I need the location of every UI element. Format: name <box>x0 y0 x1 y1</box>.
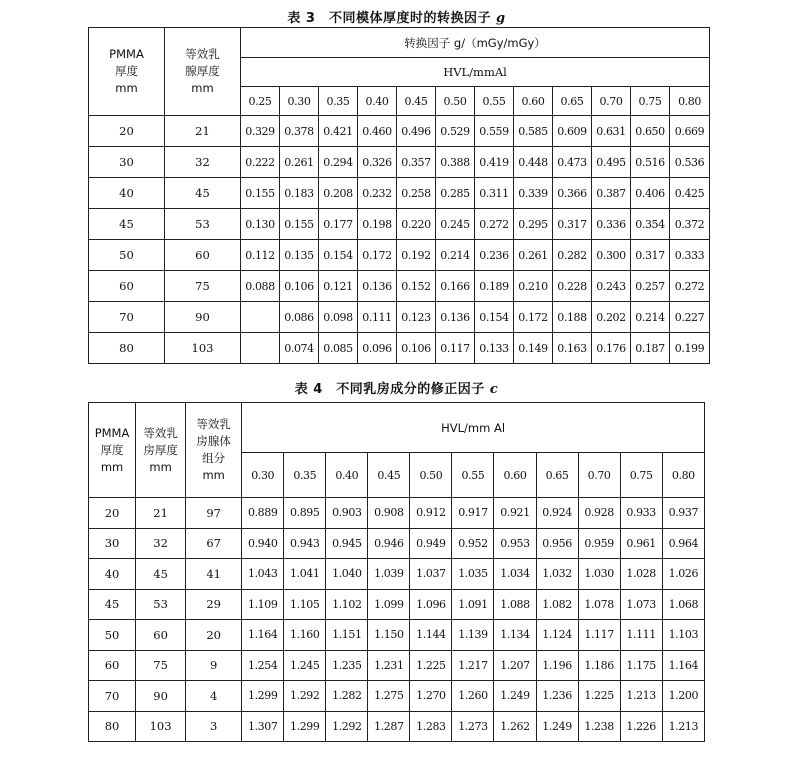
table4-value-cell: 1.213 <box>662 711 704 742</box>
table3-value-cell: 0.261 <box>280 147 319 178</box>
table3-header-pmma-line: 厚度 <box>115 64 138 78</box>
table3-value-cell: 0.172 <box>514 302 553 333</box>
table4-composition-cell: 20 <box>186 620 242 651</box>
table3-value-cell: 0.609 <box>553 116 592 147</box>
table4-hvl-value: 0.35 <box>284 453 326 498</box>
table3-value-cell: 0.317 <box>631 240 670 271</box>
table4-value-cell: 1.028 <box>620 559 662 590</box>
table4-composition-cell: 9 <box>186 650 242 681</box>
table4-value-cell: 1.207 <box>494 650 536 681</box>
table4-value-cell: 1.275 <box>368 681 410 712</box>
table3-pmma-cell: 45 <box>89 209 165 240</box>
table4-hvl-value: 0.30 <box>242 453 284 498</box>
table4-value-cell: 1.034 <box>494 559 536 590</box>
table3-value-cell: 0.516 <box>631 147 670 178</box>
table4-value-cell: 0.917 <box>452 498 494 529</box>
table4-composition-cell: 41 <box>186 559 242 590</box>
table4-value-cell: 1.283 <box>410 711 452 742</box>
table3-gland-cell: 103 <box>165 333 241 364</box>
table4-gland-cell: 21 <box>136 498 186 529</box>
table4-value-cell: 1.073 <box>620 589 662 620</box>
table4-row <box>89 620 705 651</box>
table3-value-cell: 0.473 <box>553 147 592 178</box>
table3-value-cell: 0.529 <box>436 116 475 147</box>
table4-value-cell: 0.895 <box>284 498 326 529</box>
table3-caption-text: 表 3 不同模体厚度时的转换因子 <box>287 11 496 26</box>
table3-gland-cell: 53 <box>165 209 241 240</box>
table4-gland-cell: 32 <box>136 528 186 559</box>
table3-caption-var: g <box>496 11 506 26</box>
table3-value-cell: 0.245 <box>436 209 475 240</box>
table4-value-cell: 0.964 <box>662 528 704 559</box>
table4-value-cell: 1.032 <box>536 559 578 590</box>
table4-composition-cell: 97 <box>186 498 242 529</box>
table4-value-cell: 0.940 <box>242 528 284 559</box>
table4-value-cell: 1.282 <box>326 681 368 712</box>
table4-header-pmma-line: PMMA <box>94 425 130 440</box>
table3-value-cell: 0.074 <box>280 333 319 364</box>
table4-value-cell: 1.175 <box>620 650 662 681</box>
table3-value-cell: 0.460 <box>358 116 397 147</box>
table3-row <box>89 116 710 147</box>
table3-row <box>89 178 710 209</box>
table3-pmma-cell: 20 <box>89 116 165 147</box>
table3-factor-header: 转换因子 g/（mGy/mGy） <box>241 28 710 58</box>
table4-value-cell: 1.096 <box>410 589 452 620</box>
table4-header-composition-line: mm <box>202 468 225 482</box>
table3-value-cell: 0.372 <box>670 209 710 240</box>
table3-value-cell: 0.155 <box>280 209 319 240</box>
table3-value-cell: 0.228 <box>553 271 592 302</box>
table4-composition-cell: 67 <box>186 528 242 559</box>
table3-value-cell: 0.559 <box>475 116 514 147</box>
table4-value-cell: 1.164 <box>242 620 284 651</box>
table3-value-cell: 0.172 <box>358 240 397 271</box>
table3-row <box>89 333 710 364</box>
table3-value-cell: 0.208 <box>319 178 358 209</box>
table4-hvl-value: 0.70 <box>578 453 620 498</box>
table3-value-cell: 0.152 <box>397 271 436 302</box>
table4-value-cell: 1.160 <box>284 620 326 651</box>
table4-row <box>89 589 705 620</box>
table4-header-gland-line: mm <box>149 459 172 474</box>
table4-value-cell: 0.956 <box>536 528 578 559</box>
table4-value-cell: 1.041 <box>284 559 326 590</box>
table4-value-cell: 1.260 <box>452 681 494 712</box>
table4-value-cell: 0.952 <box>452 528 494 559</box>
table4-value-cell: 0.959 <box>578 528 620 559</box>
table3-value-cell: 0.183 <box>280 178 319 209</box>
table3 <box>88 27 710 364</box>
table4-pmma-cell: 50 <box>89 620 136 651</box>
table3-value-cell: 0.311 <box>475 178 514 209</box>
table3-value-cell: 0.098 <box>319 302 358 333</box>
table3-hvl-value: 0.65 <box>553 87 592 116</box>
table4-value-cell: 1.040 <box>326 559 368 590</box>
table3-value-cell: 0.272 <box>670 271 710 302</box>
table3-value-cell: 0.326 <box>358 147 397 178</box>
table3-hvl-value: 0.75 <box>631 87 670 116</box>
table4-row <box>89 711 705 742</box>
table4-value-cell: 1.068 <box>662 589 704 620</box>
table4-hvl-value: 0.65 <box>536 453 578 498</box>
table3-value-cell: 0.199 <box>670 333 710 364</box>
table3-value-cell: 0.329 <box>241 116 280 147</box>
table3-value-cell: 0.121 <box>319 271 358 302</box>
table4-value-cell: 0.921 <box>494 498 536 529</box>
table4-gland-cell: 45 <box>136 559 186 590</box>
table3-row <box>89 147 710 178</box>
table3-value-cell: 0.188 <box>553 302 592 333</box>
table3-hvl-value: 0.55 <box>475 87 514 116</box>
table4-composition-cell: 29 <box>186 589 242 620</box>
table3-value-cell: 0.285 <box>436 178 475 209</box>
table4-value-cell: 1.117 <box>578 620 620 651</box>
table4-value-cell: 1.292 <box>326 711 368 742</box>
table3-gland-cell: 32 <box>165 147 241 178</box>
table3-pmma-cell: 80 <box>89 333 165 364</box>
table4-value-cell: 1.109 <box>242 589 284 620</box>
table3-pmma-cell: 40 <box>89 178 165 209</box>
table4-caption-text: 表 4 不同乳房成分的修正因子 <box>294 382 490 397</box>
table3-hvl-value: 0.50 <box>436 87 475 116</box>
table4-value-cell: 0.949 <box>410 528 452 559</box>
table3-value-cell <box>241 333 280 364</box>
table4-value-cell: 1.254 <box>242 650 284 681</box>
table3-value-cell: 0.154 <box>319 240 358 271</box>
table3-value-cell: 0.202 <box>592 302 631 333</box>
table3-value-cell: 0.257 <box>631 271 670 302</box>
table4-value-cell: 0.945 <box>326 528 368 559</box>
table4-value-cell: 0.943 <box>284 528 326 559</box>
table4-pmma-cell: 60 <box>89 650 136 681</box>
table4-value-cell: 1.292 <box>284 681 326 712</box>
table4-header-gland <box>136 403 186 498</box>
table4-value-cell: 1.236 <box>536 681 578 712</box>
table4-value-cell: 1.249 <box>536 711 578 742</box>
table3-value-cell: 0.149 <box>514 333 553 364</box>
table3-value-cell: 0.232 <box>358 178 397 209</box>
table4-value-cell: 1.150 <box>368 620 410 651</box>
table4-value-cell: 1.262 <box>494 711 536 742</box>
table3-header-pmma-line: mm <box>115 81 138 95</box>
table3-value-cell: 0.227 <box>670 302 710 333</box>
table3-value-cell: 0.123 <box>397 302 436 333</box>
table3-value-cell <box>241 302 280 333</box>
table3-row <box>89 209 710 240</box>
table3-value-cell: 0.366 <box>553 178 592 209</box>
table3-value-cell: 0.425 <box>670 178 710 209</box>
table3-header-pmma-line: PMMA <box>109 47 144 61</box>
table3-value-cell: 0.354 <box>631 209 670 240</box>
table3-value-cell: 0.236 <box>475 240 514 271</box>
table4-value-cell: 1.196 <box>536 650 578 681</box>
table4-value-cell: 1.088 <box>494 589 536 620</box>
table3-value-cell: 0.650 <box>631 116 670 147</box>
table4-hvl-value: 0.50 <box>410 453 452 498</box>
table3-value-cell: 0.388 <box>436 147 475 178</box>
table3-hvl-value: 0.35 <box>319 87 358 116</box>
table4-header-composition-line: 房腺体 <box>196 434 231 448</box>
table4-value-cell: 1.111 <box>620 620 662 651</box>
table3-gland-cell: 90 <box>165 302 241 333</box>
table3-header-gland-line: mm <box>191 81 214 95</box>
table4-hvl-header: HVL/mm Al <box>242 403 705 453</box>
table4-value-cell: 1.151 <box>326 620 368 651</box>
table3-value-cell: 0.163 <box>553 333 592 364</box>
table3-hvl-value: 0.80 <box>670 87 710 116</box>
table4-hvl-value: 0.45 <box>368 453 410 498</box>
table3-header-gland-line: 等效乳 <box>185 47 220 61</box>
table3-value-cell: 0.112 <box>241 240 280 271</box>
table4-value-cell: 1.091 <box>452 589 494 620</box>
table4-value-cell: 1.099 <box>368 589 410 620</box>
table3-row <box>89 240 710 271</box>
table3-pmma-cell: 60 <box>89 271 165 302</box>
table3-value-cell: 0.177 <box>319 209 358 240</box>
table3-row <box>89 302 710 333</box>
table3-value-cell: 0.214 <box>631 302 670 333</box>
table3-value-cell: 0.421 <box>319 116 358 147</box>
table4-value-cell: 0.924 <box>536 498 578 529</box>
table4-value-cell: 1.225 <box>410 650 452 681</box>
table3-value-cell: 0.317 <box>553 209 592 240</box>
table3-hvl-value: 0.40 <box>358 87 397 116</box>
table4-value-cell: 0.903 <box>326 498 368 529</box>
table4-value-cell: 1.102 <box>326 589 368 620</box>
table4-pmma-cell: 45 <box>89 589 136 620</box>
table3-hvl-value: 0.60 <box>514 87 553 116</box>
table4-value-cell: 1.103 <box>662 620 704 651</box>
table4-value-cell: 1.238 <box>578 711 620 742</box>
table4-value-cell: 1.307 <box>242 711 284 742</box>
table3-value-cell: 0.086 <box>280 302 319 333</box>
table3-hvl-value: 0.30 <box>280 87 319 116</box>
table3-header-gland-line: 腺厚度 <box>185 64 220 78</box>
table3-header-pmma <box>89 28 165 116</box>
table4-value-cell: 1.245 <box>284 650 326 681</box>
table3-value-cell: 0.378 <box>280 116 319 147</box>
table4-value-cell: 1.078 <box>578 589 620 620</box>
table3-value-cell: 0.117 <box>436 333 475 364</box>
table4-value-cell: 1.231 <box>368 650 410 681</box>
table4-gland-cell: 103 <box>136 711 186 742</box>
table3-value-cell: 0.133 <box>475 333 514 364</box>
table4-value-cell: 1.273 <box>452 711 494 742</box>
table4-value-cell: 1.105 <box>284 589 326 620</box>
table3-value-cell: 0.243 <box>592 271 631 302</box>
table4-pmma-cell: 80 <box>89 711 136 742</box>
table3-value-cell: 0.336 <box>592 209 631 240</box>
table4-value-cell: 0.953 <box>494 528 536 559</box>
table4-row <box>89 498 705 529</box>
table4-value-cell: 1.043 <box>242 559 284 590</box>
table3-value-cell: 0.187 <box>631 333 670 364</box>
table3-hvl-value: 0.45 <box>397 87 436 116</box>
table4-value-cell: 1.082 <box>536 589 578 620</box>
table4-hvl-value: 0.40 <box>326 453 368 498</box>
table3-value-cell: 0.210 <box>514 271 553 302</box>
table4-value-cell: 1.039 <box>368 559 410 590</box>
table4-gland-cell: 90 <box>136 681 186 712</box>
table3-value-cell: 0.448 <box>514 147 553 178</box>
table3-value-cell: 0.406 <box>631 178 670 209</box>
table4-value-cell: 1.299 <box>284 711 326 742</box>
table3-value-cell: 0.536 <box>670 147 710 178</box>
table3-value-cell: 0.419 <box>475 147 514 178</box>
table3-value-cell: 0.295 <box>514 209 553 240</box>
table3-value-cell: 0.333 <box>670 240 710 271</box>
table4-value-cell: 1.124 <box>536 620 578 651</box>
table3-value-cell: 0.585 <box>514 116 553 147</box>
table4-value-cell: 0.933 <box>620 498 662 529</box>
table3-value-cell: 0.258 <box>397 178 436 209</box>
table3-caption <box>0 7 793 26</box>
table3-gland-cell: 45 <box>165 178 241 209</box>
table4-value-cell: 0.961 <box>620 528 662 559</box>
table4-row <box>89 650 705 681</box>
table4-pmma-cell: 30 <box>89 528 136 559</box>
table4-row <box>89 528 705 559</box>
table3-pmma-cell: 30 <box>89 147 165 178</box>
table3-value-cell: 0.155 <box>241 178 280 209</box>
table4-caption <box>0 378 793 397</box>
table4-gland-cell: 53 <box>136 589 186 620</box>
table3-value-cell: 0.136 <box>358 271 397 302</box>
table4-value-cell: 1.235 <box>326 650 368 681</box>
table4-hvl-value: 0.80 <box>662 453 704 498</box>
table4-row <box>89 681 705 712</box>
table3-value-cell: 0.135 <box>280 240 319 271</box>
table4-value-cell: 1.249 <box>494 681 536 712</box>
table4-header-pmma-line: mm <box>100 459 124 474</box>
table3-value-cell: 0.214 <box>436 240 475 271</box>
table4-hvl-value: 0.75 <box>620 453 662 498</box>
table4-hvl-value: 0.60 <box>494 453 536 498</box>
table3-value-cell: 0.192 <box>397 240 436 271</box>
table3-pmma-cell: 50 <box>89 240 165 271</box>
table4-value-cell: 1.139 <box>452 620 494 651</box>
table4-value-cell: 0.928 <box>578 498 620 529</box>
table3-value-cell: 0.222 <box>241 147 280 178</box>
table3-value-cell: 0.166 <box>436 271 475 302</box>
table4-header-composition-line: 组分 <box>202 451 226 465</box>
table4-value-cell: 1.213 <box>620 681 662 712</box>
table4-value-cell: 1.030 <box>578 559 620 590</box>
table4-value-cell: 0.889 <box>242 498 284 529</box>
table4-composition-cell: 4 <box>186 681 242 712</box>
table3-value-cell: 0.088 <box>241 271 280 302</box>
table3-value-cell: 0.176 <box>592 333 631 364</box>
table4-pmma-cell: 40 <box>89 559 136 590</box>
table4-gland-cell: 75 <box>136 650 186 681</box>
table4-pmma-cell: 70 <box>89 681 136 712</box>
table3-value-cell: 0.282 <box>553 240 592 271</box>
table4-header-gland-line: 等效乳 <box>143 425 178 440</box>
table4-header-composition <box>186 403 242 498</box>
table4-header-pmma <box>89 403 136 498</box>
table3-value-cell: 0.111 <box>358 302 397 333</box>
table3-value-cell: 0.300 <box>592 240 631 271</box>
table4-value-cell: 1.270 <box>410 681 452 712</box>
table4-gland-cell: 60 <box>136 620 186 651</box>
table4-value-cell: 1.164 <box>662 650 704 681</box>
table4-value-cell: 1.035 <box>452 559 494 590</box>
table3-value-cell: 0.357 <box>397 147 436 178</box>
table3-hvl-value: 0.25 <box>241 87 280 116</box>
table4-value-cell: 1.037 <box>410 559 452 590</box>
table3-value-cell: 0.339 <box>514 178 553 209</box>
table3-value-cell: 0.096 <box>358 333 397 364</box>
table4-value-cell: 1.144 <box>410 620 452 651</box>
table4-value-cell: 1.217 <box>452 650 494 681</box>
table3-value-cell: 0.106 <box>280 271 319 302</box>
table3-value-cell: 0.294 <box>319 147 358 178</box>
table4-value-cell: 1.200 <box>662 681 704 712</box>
table4 <box>88 402 705 742</box>
table4-hvl-value: 0.55 <box>452 453 494 498</box>
table3-value-cell: 0.272 <box>475 209 514 240</box>
table4-header-gland-line: 房厚度 <box>143 442 178 457</box>
table3-hvl-header: HVL/mmAl <box>241 58 710 87</box>
table3-value-cell: 0.136 <box>436 302 475 333</box>
table3-value-cell: 0.106 <box>397 333 436 364</box>
table4-value-cell: 1.026 <box>662 559 704 590</box>
table3-value-cell: 0.085 <box>319 333 358 364</box>
table3-value-cell: 0.669 <box>670 116 710 147</box>
table4-header-composition-line: 等效乳 <box>196 417 231 431</box>
table3-value-cell: 0.220 <box>397 209 436 240</box>
table4-value-cell: 1.299 <box>242 681 284 712</box>
table3-gland-cell: 21 <box>165 116 241 147</box>
table3-value-cell: 0.496 <box>397 116 436 147</box>
table4-value-cell: 0.937 <box>662 498 704 529</box>
table4-value-cell: 0.908 <box>368 498 410 529</box>
table4-value-cell: 0.912 <box>410 498 452 529</box>
table3-value-cell: 0.387 <box>592 178 631 209</box>
table3-value-cell: 0.154 <box>475 302 514 333</box>
table4-header-pmma-line: 厚度 <box>100 442 124 457</box>
table4-value-cell: 1.134 <box>494 620 536 651</box>
table4-value-cell: 1.186 <box>578 650 620 681</box>
table4-composition-cell: 3 <box>186 711 242 742</box>
table3-row <box>89 271 710 302</box>
table3-gland-cell: 60 <box>165 240 241 271</box>
table3-value-cell: 0.198 <box>358 209 397 240</box>
table3-value-cell: 0.631 <box>592 116 631 147</box>
table3-header-gland <box>165 28 241 116</box>
table3-value-cell: 0.495 <box>592 147 631 178</box>
table4-row <box>89 559 705 590</box>
table4-caption-var: c <box>489 382 499 397</box>
table4-pmma-cell: 20 <box>89 498 136 529</box>
table3-value-cell: 0.189 <box>475 271 514 302</box>
table3-gland-cell: 75 <box>165 271 241 302</box>
table4-value-cell: 1.287 <box>368 711 410 742</box>
table3-pmma-cell: 70 <box>89 302 165 333</box>
table4-value-cell: 1.226 <box>620 711 662 742</box>
table3-hvl-value: 0.70 <box>592 87 631 116</box>
table4-value-cell: 1.225 <box>578 681 620 712</box>
table3-value-cell: 0.261 <box>514 240 553 271</box>
table3-value-cell: 0.130 <box>241 209 280 240</box>
table4-value-cell: 0.946 <box>368 528 410 559</box>
